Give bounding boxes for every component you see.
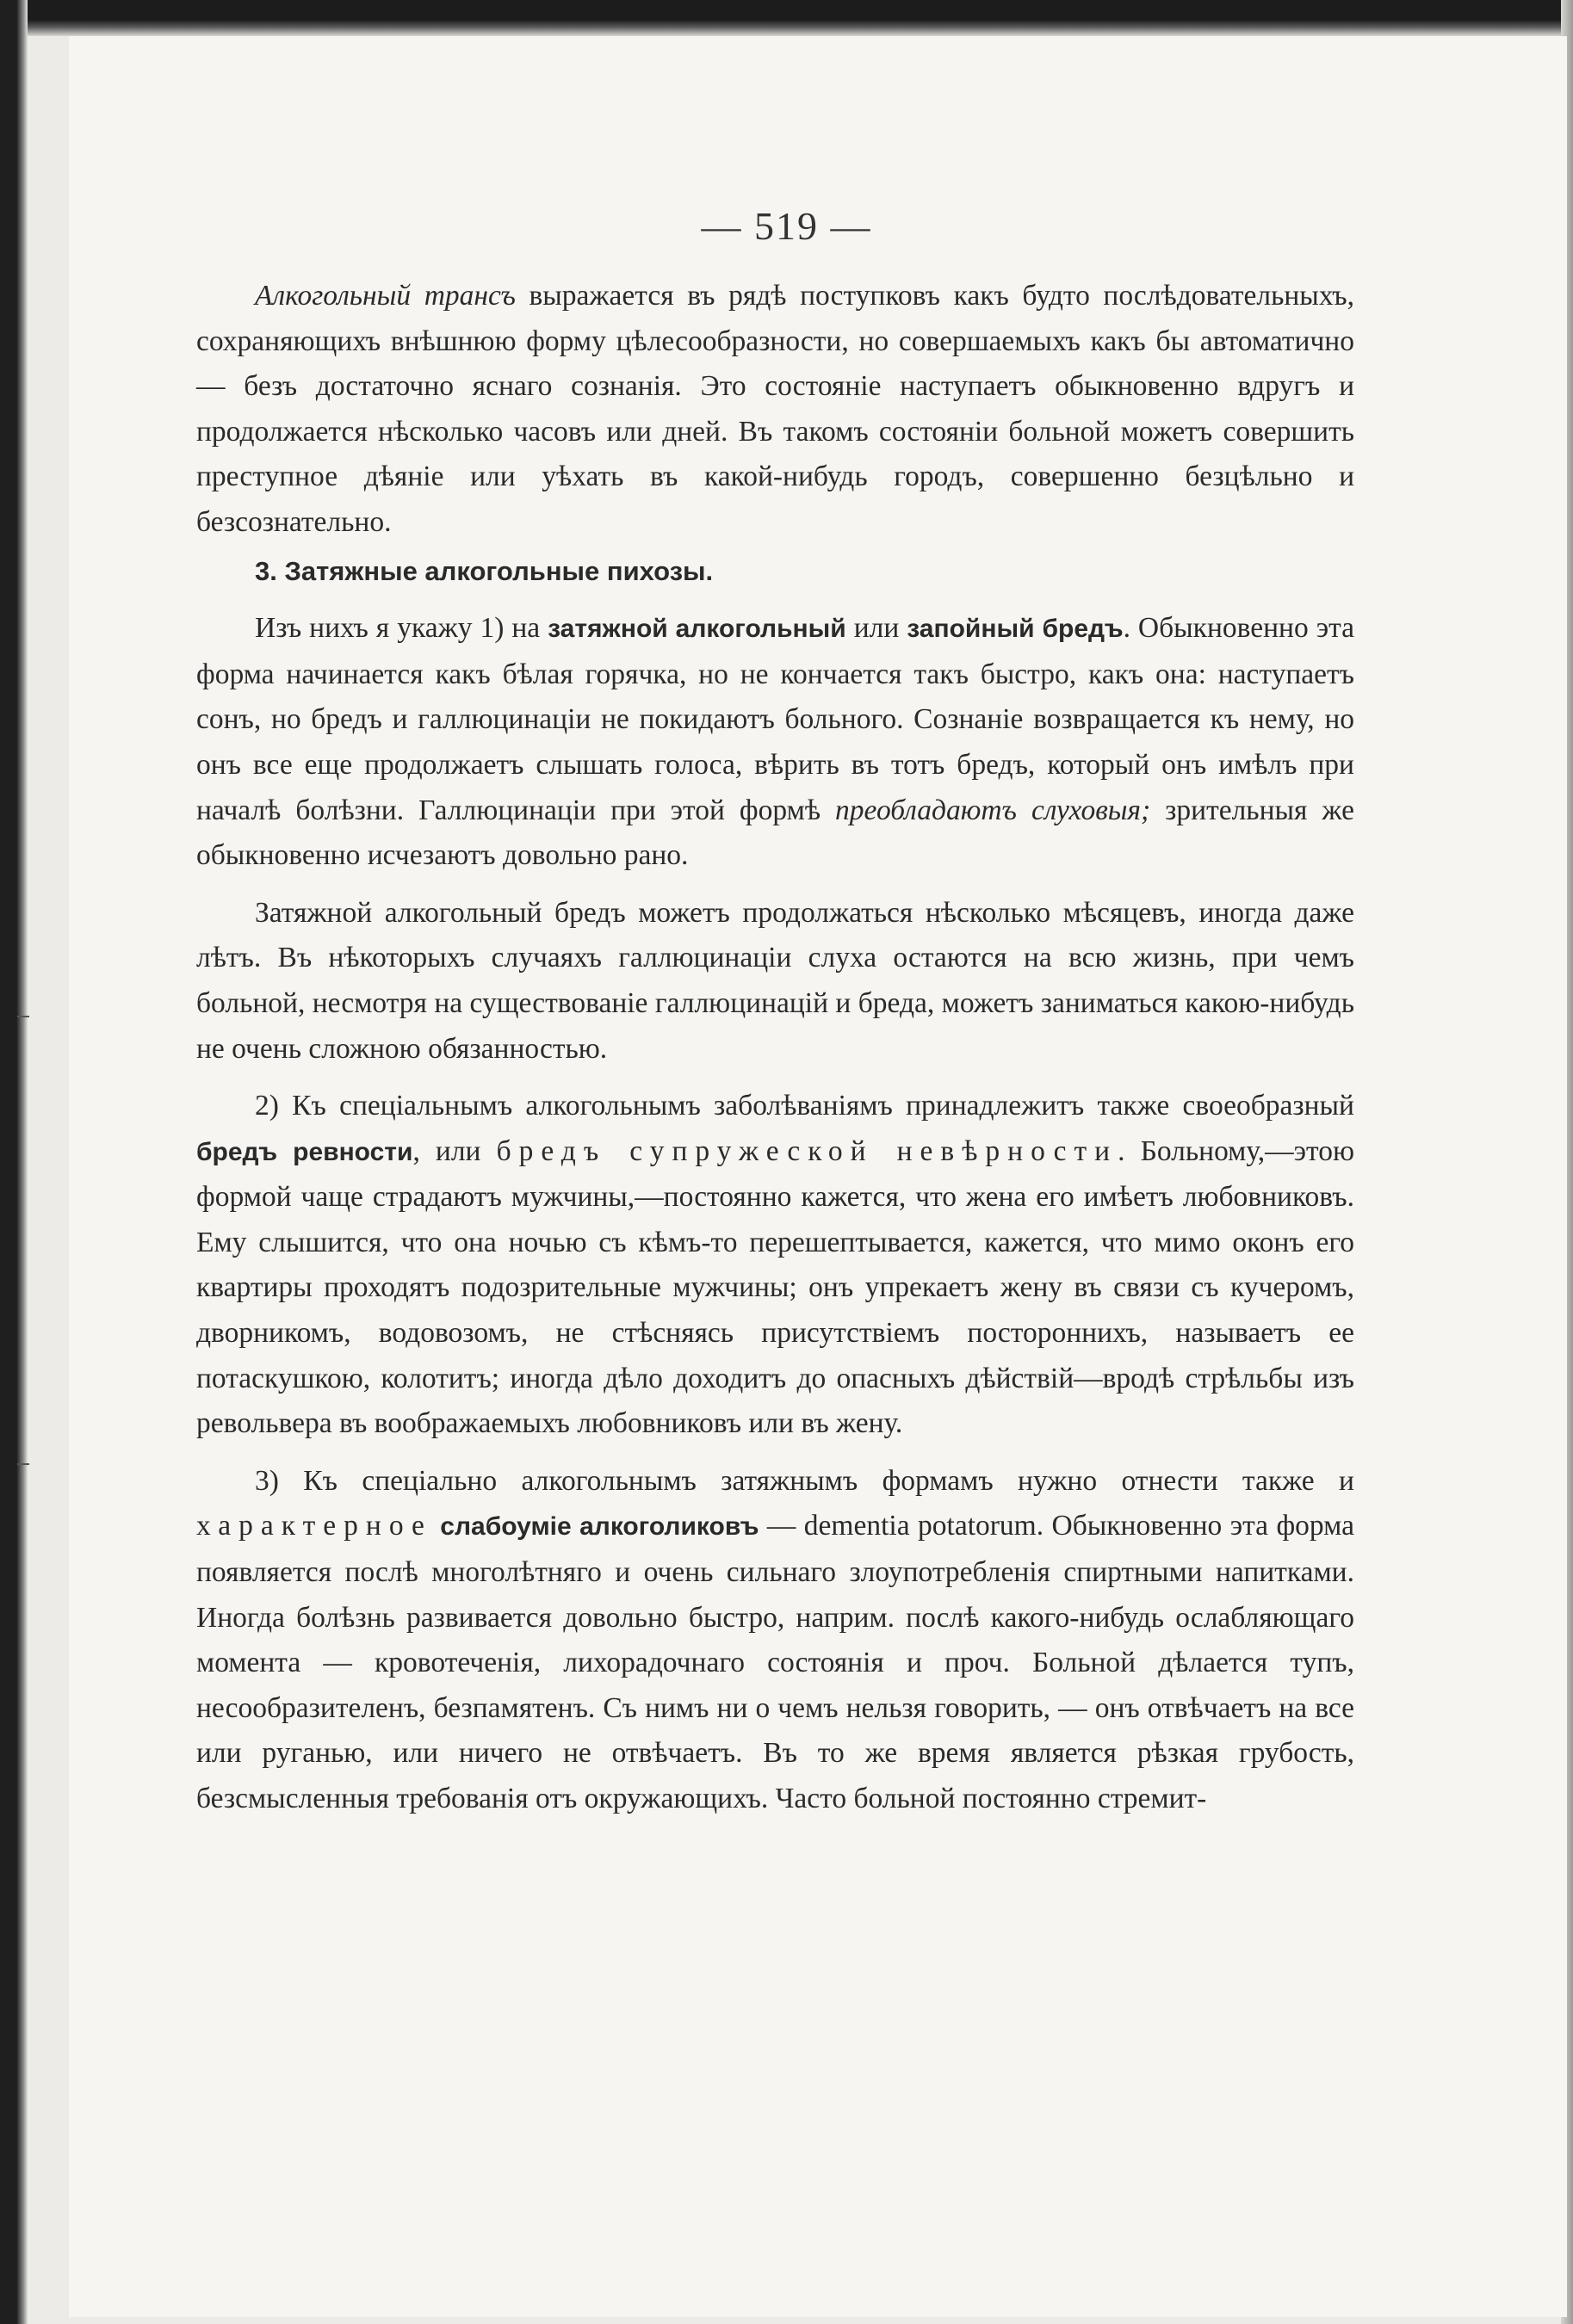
paragraphs-before-heading (196, 274, 1354, 546)
emphasized-text: слабоуміе алкоголиковъ (440, 1512, 759, 1542)
text-run (432, 1510, 440, 1542)
paragraphs-after-heading (196, 606, 1354, 1821)
paragraph (196, 1084, 1354, 1447)
section-heading: 3. Затяжные алкогольные пихозы. (255, 555, 714, 586)
emphasized-text: характерное (196, 1510, 432, 1542)
paragraph (196, 891, 1354, 1072)
text-run: 2) Къ спеціальнымъ алкогольнымъ заболѣваніямъ принадлежитъ также своеобразный (255, 1090, 1354, 1122)
emphasized-text: Алкогольный трансъ (255, 280, 516, 312)
scan-border-top (0, 0, 1573, 36)
emphasized-text: преобладаютъ слуховыя; (835, 794, 1151, 826)
text-run: — dementia potatorum. Обыкновенно эта форма появляется послѣ многолѣтняго и очень сильнаго злоупотребленія спиртными напитками. Иногда болѣзнь развивается довольно быстро, наприм. послѣ какого-нибудь ослабляющаго момента — кровотеченія, лихорадочнаго состоянія и проч. Больной дѣлается тупъ, несообразителенъ, безпамятенъ. Съ нимъ ни о чемъ нельзя говорить, — онъ отвѣчаетъ на все или руганью, или ничего не отвѣчаетъ. Въ то же время является рѣзкая грубость, безсмысленныя требованія отъ окружающихъ. Часто больной постоянно стремит- (196, 1510, 1354, 1814)
text-run: , или (412, 1134, 497, 1167)
body-text (196, 274, 1354, 1822)
emphasized-text: бредъ супружеской невѣрности (496, 1134, 1118, 1167)
text-run: Затяжной алкогольный бредъ можетъ продолжаться нѣсколько мѣсяцевъ, иногда даже лѣтъ. Въ нѣкоторыхъ случаяхъ галлюцинаціи слуха остаются на всю жизнь, при чемъ больной, несмотря на существованіе галлюцинацій и бреда, можетъ заниматься какою-нибудь не очень сложною обязанностью. (196, 896, 1354, 1065)
text-run: Изъ нихъ я укажу 1) на (255, 612, 548, 645)
page-number: — 519 — (701, 204, 872, 248)
margin-mark (17, 1016, 29, 1017)
margin-mark (17, 1463, 29, 1465)
emphasized-text: затяжной алкогольный (548, 615, 846, 644)
text-run: . Больному,—этою формой чаще страдаютъ мужчины,—постоянно кажется, что жена его имѣетъ любовниковъ. Ему слышится, что она ночью съ кѣмъ-то перешептывается, кажется, что мимо оконъ его квартиры проходятъ подозрительные мужчины; онъ упрекаетъ жену въ связи съ кучеромъ, дворникомъ, водовозомъ, не стѣсняясь присутствіемъ постороннихъ, называетъ ее потаскушкою, колотитъ; иногда дѣло доходитъ до опасныхъ дѣйствій—вродѣ стрѣльбы изъ револьвера въ воображаемыхъ любовниковъ или въ жену. (196, 1134, 1355, 1440)
text-run: зрительныя же обыкновенно исчезаютъ довольно рано. (196, 794, 1354, 872)
paragraph (196, 274, 1354, 546)
paragraph (196, 1459, 1354, 1822)
text-run: 3) Къ спеціально алкогольнымъ затяжнымъ формамъ нужно отнести также и (255, 1464, 1354, 1497)
emphasized-text: запойный бредъ (907, 615, 1124, 644)
text-run: выражается въ рядѣ поступковъ какъ будто послѣдовательныхъ, сохраняющихъ внѣшнюю форму цѣлесообразности, но совершаемыхъ какъ бы автоматично — безъ достаточно яснаго сознанія. Это состояніе наступаетъ обыкновенно вдругъ и продолжается нѣсколько часовъ или дней. Въ такомъ состояніи больной можетъ совершить преступное дѣяніе или уѣхать въ какой-нибудь городъ, совершенно безцѣльно и безсознательно. (196, 280, 1354, 538)
text-run: или (845, 612, 907, 645)
emphasized-text: бредъ ревности (196, 1137, 413, 1166)
scan-border-left (0, 0, 28, 2324)
paragraph (196, 606, 1354, 879)
text-run: . Обыкновенно эта форма начинается какъ бѣлая горячка, но не кончается такъ быстро, какъ она: наступаетъ сонъ, но бредъ и галлюцинаціи не покидаютъ больного. Сознаніе возвращается къ нему, но онъ все еще продолжаетъ слышать голоса, вѣрить въ тотъ бредъ, который онъ имѣлъ при началѣ болѣзни. Галлюцинаціи при этой формѣ (196, 612, 1355, 826)
